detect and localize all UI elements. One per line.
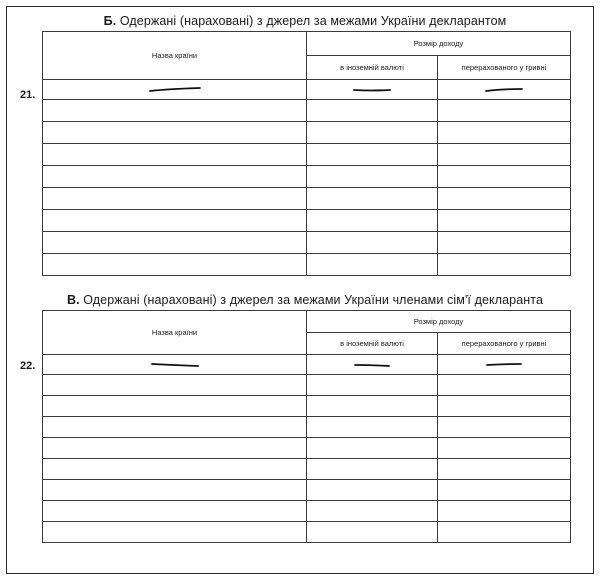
country-cell[interactable]: [43, 501, 307, 522]
table-row: [43, 210, 571, 232]
foreign-currency-cell[interactable]: [307, 459, 438, 480]
header-country: Назва країни: [43, 32, 307, 80]
foreign-currency-cell[interactable]: [307, 254, 438, 276]
uah-cell[interactable]: [438, 396, 571, 417]
uah-cell[interactable]: [438, 210, 571, 232]
header-uah: перерахованого у гривні: [438, 56, 571, 80]
handwritten-dash: [148, 86, 202, 94]
foreign-income-declarant-table: [42, 31, 571, 276]
table-row: [43, 501, 571, 522]
uah-cell[interactable]: [438, 188, 571, 210]
foreign-currency-cell[interactable]: [307, 522, 438, 543]
country-cell[interactable]: [43, 100, 307, 122]
country-cell[interactable]: [43, 438, 307, 459]
table-row: [43, 417, 571, 438]
uah-cell[interactable]: [438, 166, 571, 188]
row-number-22: 22.: [20, 360, 36, 372]
table-row: [43, 166, 571, 188]
foreign-currency-cell[interactable]: [307, 80, 438, 100]
foreign-currency-cell[interactable]: [307, 501, 438, 522]
section-b-letter: Б.: [103, 14, 117, 28]
uah-cell[interactable]: [438, 232, 571, 254]
section-v-title: [40, 293, 570, 307]
uah-cell[interactable]: [438, 375, 571, 396]
country-cell[interactable]: [43, 254, 307, 276]
section-b-title-text: Одержані (нараховані) з джерел за межами України декларантом: [116, 14, 507, 28]
country-cell[interactable]: [43, 210, 307, 232]
country-cell[interactable]: [43, 122, 307, 144]
uah-cell[interactable]: [438, 100, 571, 122]
country-cell[interactable]: [43, 375, 307, 396]
foreign-currency-cell[interactable]: [307, 166, 438, 188]
country-cell[interactable]: [43, 188, 307, 210]
foreign-currency-cell[interactable]: [307, 122, 438, 144]
handwritten-dash: [484, 86, 524, 94]
country-cell[interactable]: [43, 80, 307, 100]
header-uah: перерахованого у гривні: [438, 333, 571, 355]
foreign-currency-cell[interactable]: [307, 417, 438, 438]
row-number-21: 21.: [20, 89, 36, 101]
uah-cell[interactable]: [438, 144, 571, 166]
uah-cell[interactable]: [438, 417, 571, 438]
header-foreign-currency: в іноземній валюті: [307, 333, 438, 355]
table-row: [43, 254, 571, 276]
foreign-currency-cell[interactable]: [307, 396, 438, 417]
country-cell[interactable]: [43, 232, 307, 254]
table-row: [43, 100, 571, 122]
uah-cell[interactable]: [438, 501, 571, 522]
foreign-currency-cell[interactable]: [307, 480, 438, 501]
country-cell[interactable]: [43, 166, 307, 188]
foreign-currency-cell[interactable]: [307, 355, 438, 375]
foreign-currency-cell[interactable]: [307, 375, 438, 396]
uah-cell[interactable]: [438, 438, 571, 459]
header-income-size: Розмір доходу: [307, 311, 571, 333]
uah-cell[interactable]: [438, 122, 571, 144]
table-row: [43, 375, 571, 396]
country-cell[interactable]: [43, 522, 307, 543]
country-cell[interactable]: [43, 417, 307, 438]
country-cell[interactable]: [43, 480, 307, 501]
table-row: [43, 522, 571, 543]
table-row: [43, 232, 571, 254]
uah-cell[interactable]: [438, 355, 571, 375]
handwritten-dash: [353, 361, 391, 369]
table-row: [43, 144, 571, 166]
table-row: [43, 122, 571, 144]
table-row: [43, 480, 571, 501]
section-b-title: [40, 14, 570, 28]
foreign-currency-cell[interactable]: [307, 188, 438, 210]
section-v-title-text: Одержані (нараховані) з джерел за межами України членами сім'ї декларанта: [79, 293, 544, 307]
handwritten-dash: [352, 86, 392, 94]
section-v-letter: В.: [66, 293, 80, 307]
table-row: [43, 80, 571, 100]
foreign-currency-cell[interactable]: [307, 100, 438, 122]
table-row: [43, 438, 571, 459]
table-row: [43, 355, 571, 375]
foreign-currency-cell[interactable]: [307, 438, 438, 459]
foreign-currency-cell[interactable]: [307, 232, 438, 254]
foreign-currency-cell[interactable]: [307, 210, 438, 232]
table-row: [43, 396, 571, 417]
header-country: Назва країни: [43, 311, 307, 355]
uah-cell[interactable]: [438, 254, 571, 276]
country-cell[interactable]: [43, 144, 307, 166]
country-cell[interactable]: [43, 355, 307, 375]
header-foreign-currency: в іноземній валюті: [307, 56, 438, 80]
foreign-income-family-table: [42, 310, 571, 543]
handwritten-dash: [150, 361, 200, 369]
header-income-size: Розмір доходу: [307, 32, 571, 56]
country-cell[interactable]: [43, 396, 307, 417]
table-row: [43, 188, 571, 210]
handwritten-dash: [485, 361, 523, 369]
foreign-currency-cell[interactable]: [307, 144, 438, 166]
uah-cell[interactable]: [438, 480, 571, 501]
uah-cell[interactable]: [438, 522, 571, 543]
table-row: [43, 459, 571, 480]
uah-cell[interactable]: [438, 80, 571, 100]
uah-cell[interactable]: [438, 459, 571, 480]
country-cell[interactable]: [43, 459, 307, 480]
